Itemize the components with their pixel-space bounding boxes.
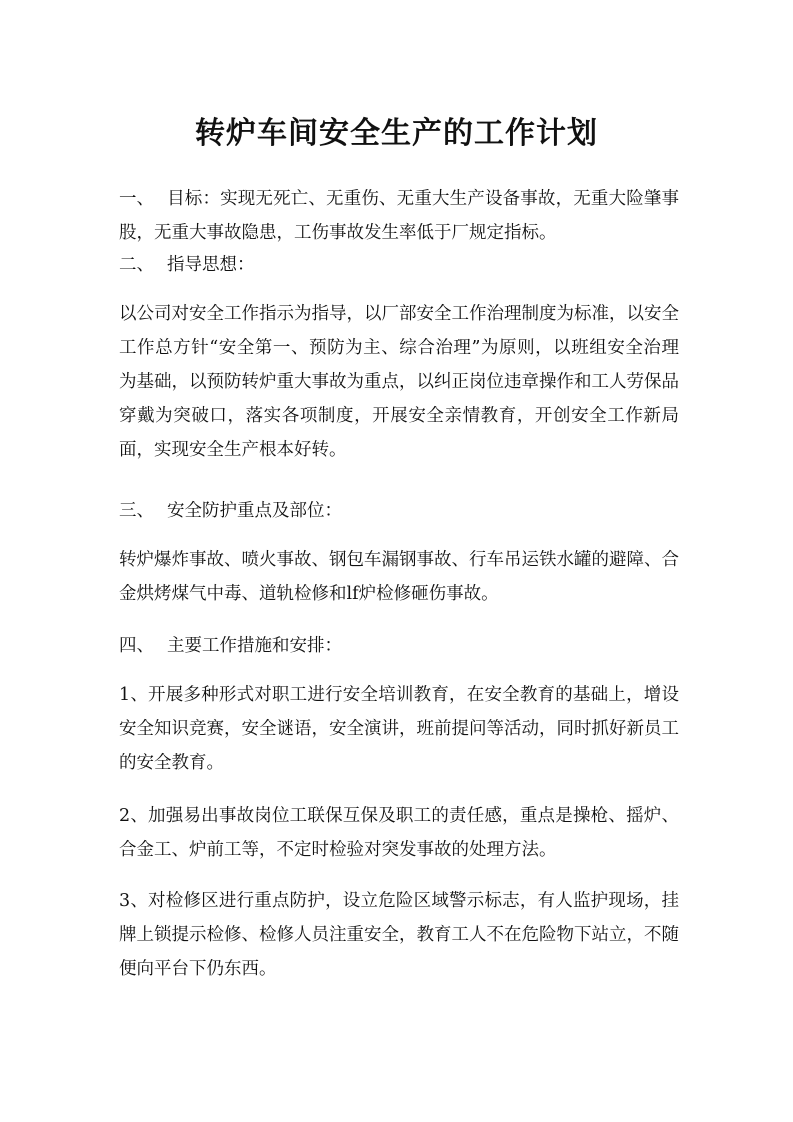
section-4-number: 四、 xyxy=(119,636,154,656)
section-2-number: 二、 xyxy=(119,255,154,275)
section-1-text: 目标：实现无死亡、无重伤、无重大生产设备事故，无重大险肇事股，无重大事故隐患，工伤事故发生率低于厂规定指标。 xyxy=(119,188,679,243)
section-4-heading xyxy=(119,629,679,663)
section-2-heading xyxy=(119,248,679,282)
section-3-body: 转炉爆炸事故、喷火事故、钢包车漏钢事故、行车吊运铁水罐的避障、合金烘烤煤气中毒、道轨检修和lf炉检修砸伤事故。 xyxy=(119,550,679,604)
section-1-goal xyxy=(119,182,679,250)
section-4-item-1: 1、开展多种形式对职工进行安全培训教育，在安全教育的基础上，增设安全知识竞赛，安全谜语，安全演讲，班前提问等活动，同时抓好新员工的安全教育。 xyxy=(119,685,679,773)
section-2-body: 以公司对安全工作指示为指导，以厂部安全工作治理制度为标准，以安全工作总方针“安全第一、预防为主、综合治理”为原则，以班组安全治理为基础，以预防转炉重大事故为重点，以纠正岗位违章操作和工人劳保品穿戴为突破口，落实各项制度，开展安全亲情教育，开创安全工作新局面，实现安全生产根本好转。 xyxy=(119,304,679,460)
page-title: 转炉车间安全生产的工作计划 xyxy=(195,116,598,152)
section-2-title: 指导思想： xyxy=(167,255,255,275)
section-3-heading xyxy=(119,494,679,528)
section-4-item-3: 3、对检修区进行重点防护，设立危险区域警示标志，有人监护现场，挂牌上锁提示检修、检修人员注重安全，教育工人不在危险物下站立，不随便向平台下仍东西。 xyxy=(119,891,679,979)
section-4-title: 主要工作措施和安排： xyxy=(167,636,342,656)
section-3-title: 安全防护重点及部位： xyxy=(167,501,342,521)
section-3-number: 三、 xyxy=(119,501,154,521)
section-4-item-2: 2、加强易出事故岗位工联保互保及职工的责任感，重点是操枪、摇炉、合金工、炉前工等，不定时检验对突发事故的处理方法。 xyxy=(119,806,679,860)
section-1-number: 一、 xyxy=(119,188,154,209)
